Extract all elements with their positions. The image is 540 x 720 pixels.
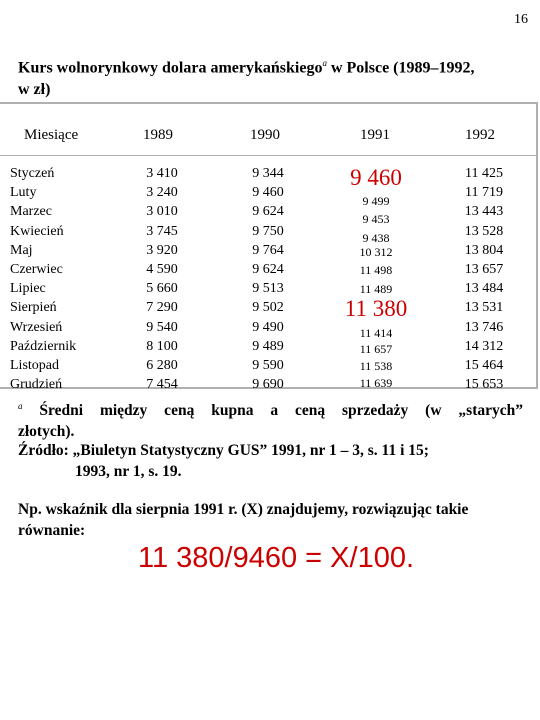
table-cell: 5 660 bbox=[146, 281, 178, 297]
table-cell: 11 489 bbox=[359, 282, 393, 296]
header-1992: 1992 bbox=[465, 127, 495, 143]
title-superscript: a bbox=[322, 58, 327, 68]
table-cell: Marzec bbox=[10, 204, 52, 220]
table-cell: 11 719 bbox=[465, 185, 503, 201]
source-line1: Źródło: „Biuletyn Statystyczny GUS” 1991, nr 1 – 3, s. 11 i 15; bbox=[18, 442, 429, 459]
table-cell: 13 484 bbox=[464, 281, 504, 297]
example-line1: Np. wskaźnik dla sierpnia 1991 r. (X) znajdujemy, rozwiązując takie bbox=[18, 501, 469, 518]
table-cell: 9 624 bbox=[252, 262, 284, 278]
title-text-after: w Polsce (1989–1992, bbox=[326, 59, 475, 77]
table-cell: 9 460 bbox=[252, 185, 284, 201]
table-cell: 3 010 bbox=[146, 204, 178, 220]
table-cell: 13 528 bbox=[464, 223, 504, 239]
header-1989: 1989 bbox=[143, 127, 173, 143]
table-cell: 13 657 bbox=[464, 262, 504, 278]
table-cell: 11 538 bbox=[359, 359, 393, 373]
column-1989 bbox=[142, 164, 182, 394]
table-cell: 6 280 bbox=[146, 358, 178, 374]
months-column bbox=[10, 164, 76, 394]
table-cell: 13 804 bbox=[464, 242, 504, 258]
table-cell: Wrzesień bbox=[10, 319, 63, 335]
table-cell: 4 590 bbox=[146, 262, 178, 278]
table-cell: Luty bbox=[10, 185, 37, 201]
table-cell: 13 443 bbox=[464, 204, 504, 220]
table-cell: Listopad bbox=[10, 358, 59, 374]
table-cell: 11 380 bbox=[344, 296, 408, 321]
table-cell: 9 453 bbox=[362, 212, 390, 226]
table-cell: 9 460 bbox=[350, 165, 402, 190]
source-line2: 1993, nr 1, s. 19. bbox=[75, 463, 182, 480]
table-cell: 9 764 bbox=[252, 242, 284, 258]
table-cell: 3 920 bbox=[146, 242, 178, 258]
table-cell: 9 490 bbox=[252, 319, 284, 335]
table-cell: 15 464 bbox=[464, 358, 504, 374]
footnote-line2: złotych). bbox=[18, 423, 75, 441]
table-cell: 3 745 bbox=[146, 223, 178, 239]
footnote bbox=[18, 396, 523, 442]
table-cell: 15 653 bbox=[464, 377, 504, 393]
table-cell: 9 540 bbox=[146, 319, 178, 335]
header-1991: 1991 bbox=[360, 127, 390, 143]
table-cell: 7 454 bbox=[146, 377, 178, 393]
column-1992 bbox=[459, 164, 509, 394]
table-cell: Czerwiec bbox=[10, 262, 63, 278]
column-1990 bbox=[248, 164, 288, 394]
table-cell: 9 438 bbox=[362, 231, 390, 245]
table-cell: 9 489 bbox=[252, 338, 284, 354]
title-text-before: Kurs wolnorynkowy dolara amerykańskiego bbox=[18, 59, 323, 77]
page-number: 16 bbox=[514, 12, 528, 27]
table-cell: 9 502 bbox=[252, 300, 284, 316]
equation: 11 380/9460 = X/100. bbox=[138, 542, 415, 574]
header-1990: 1990 bbox=[250, 127, 280, 143]
table-cell: Kwiecień bbox=[10, 223, 64, 239]
table-cell: 9 690 bbox=[252, 377, 284, 393]
table-cell: 9 499 bbox=[362, 194, 390, 208]
example-text bbox=[18, 499, 538, 541]
table-cell: 7 290 bbox=[146, 300, 178, 316]
table-cell: 9 590 bbox=[252, 358, 284, 374]
table-cell: 13 746 bbox=[464, 319, 504, 335]
table-cell: Sierpień bbox=[10, 300, 57, 316]
header-months: Miesiące bbox=[24, 127, 79, 143]
table-cell: 3 410 bbox=[146, 166, 178, 181]
table-cell: 11 414 bbox=[359, 326, 393, 340]
table-cell: 11 639 bbox=[359, 376, 393, 390]
table-cell: Lipiec bbox=[10, 281, 46, 297]
table-cell: 11 498 bbox=[359, 263, 393, 277]
table-cell: Grudzień bbox=[10, 377, 63, 393]
table-cell: 9 344 bbox=[252, 166, 284, 181]
example-line2: równanie: bbox=[18, 522, 86, 539]
table-cell: 10 312 bbox=[359, 245, 393, 259]
table-cell: 8 100 bbox=[146, 338, 178, 354]
table-cell: 3 240 bbox=[146, 185, 178, 201]
table-cell: 9 624 bbox=[252, 204, 284, 220]
table-cell: 9 513 bbox=[252, 281, 284, 297]
table-cell: 14 312 bbox=[464, 338, 504, 354]
source-note bbox=[18, 440, 523, 482]
table-cell: Październik bbox=[10, 338, 77, 354]
table-cell: 9 750 bbox=[252, 223, 284, 239]
footnote-line1: Średni między ceną kupna a ceną sprzedaży (w „starych” bbox=[39, 402, 523, 420]
title-line2: w zł) bbox=[18, 81, 51, 99]
table-cell: Maj bbox=[10, 242, 33, 258]
page-title bbox=[18, 52, 538, 101]
table-cell: 13 531 bbox=[464, 300, 504, 316]
table-cell: 11 425 bbox=[465, 166, 503, 181]
table-cell: 11 657 bbox=[359, 342, 393, 356]
table-cell: Styczeń bbox=[10, 166, 55, 181]
table-header-divider bbox=[0, 155, 538, 156]
footnote-marker: a bbox=[18, 401, 23, 411]
